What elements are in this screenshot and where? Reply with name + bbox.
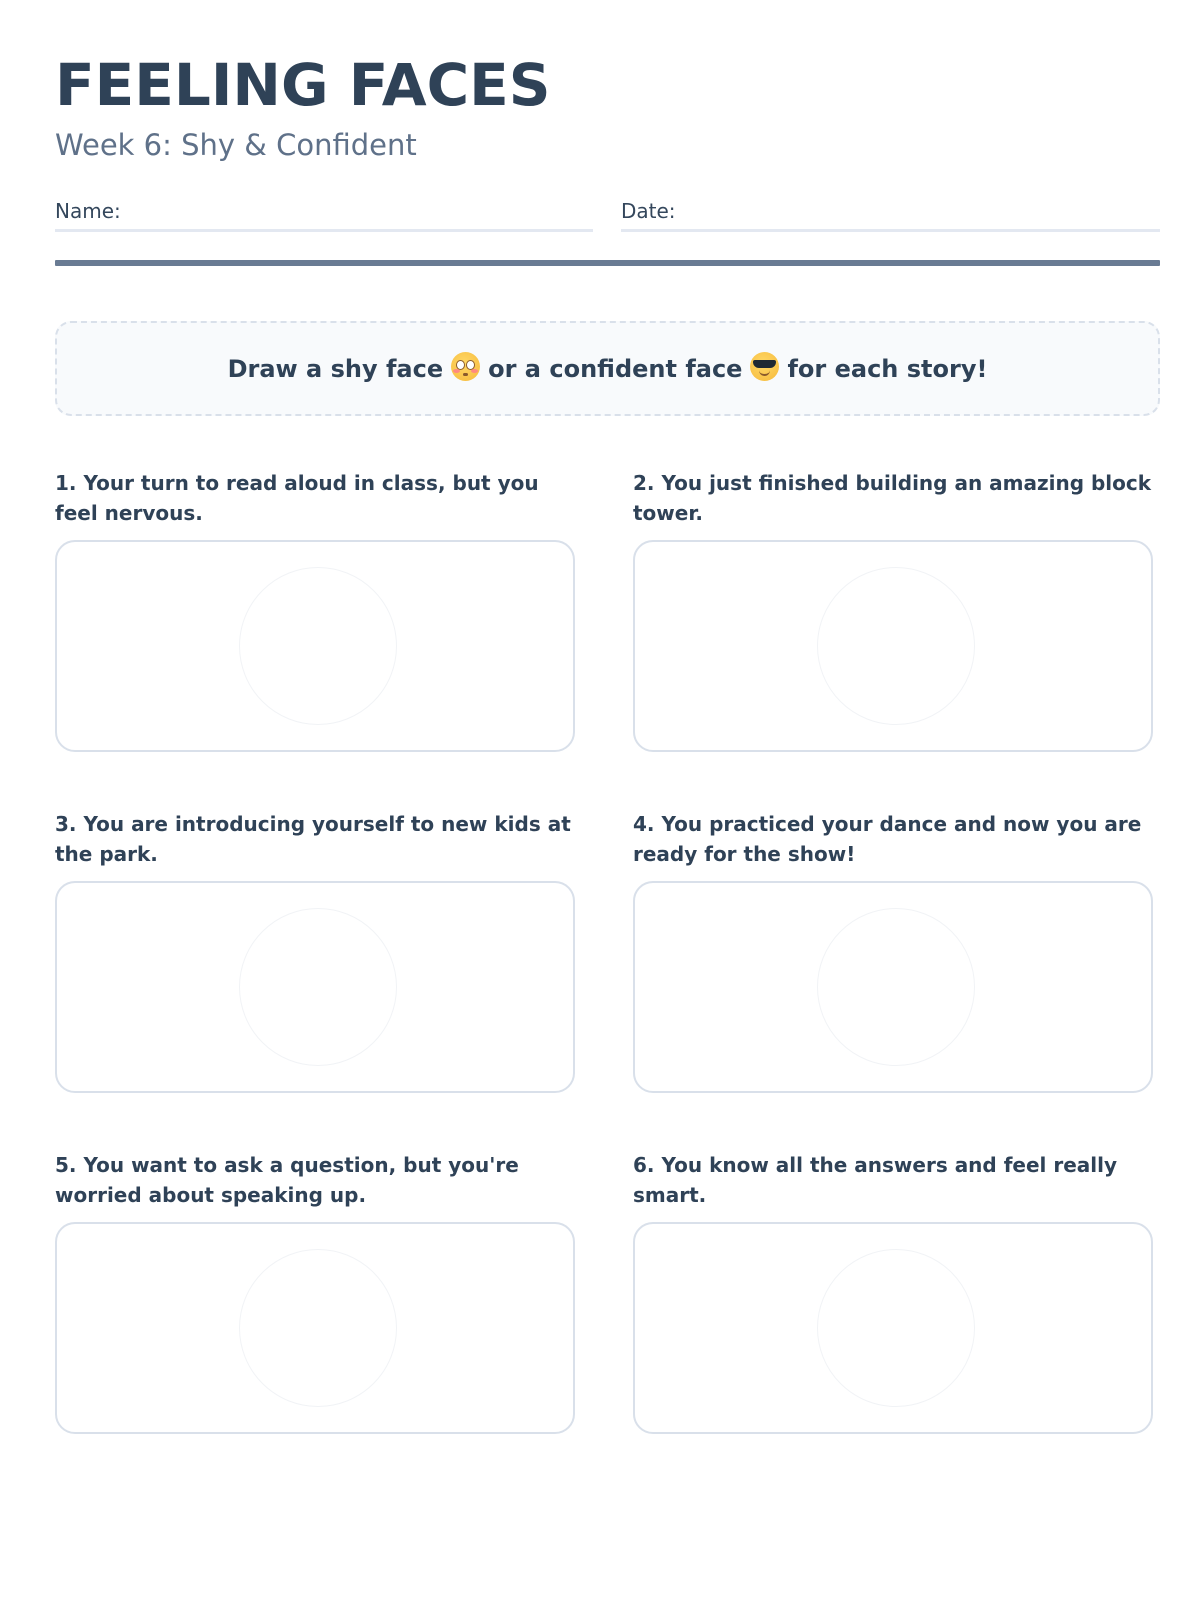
flushed-face-icon bbox=[451, 352, 480, 381]
prompt-text: 5. You want to ask a question, but you're worried about speaking up. bbox=[55, 1153, 519, 1207]
sunglasses-face-icon bbox=[750, 352, 779, 381]
face-guide-circle bbox=[239, 1249, 397, 1407]
face-guide-circle bbox=[817, 908, 975, 1066]
face-guide-circle bbox=[817, 567, 975, 725]
page-title: FEELING FACES bbox=[55, 51, 551, 119]
emoji-sunglasses bbox=[753, 360, 776, 368]
emoji-mouth bbox=[463, 373, 468, 376]
prompt-text: 6. You know all the answers and feel really smart. bbox=[633, 1153, 1118, 1207]
instruction-text-after: for each story! bbox=[787, 354, 988, 383]
date-field[interactable] bbox=[621, 196, 1160, 232]
emoji-cheek-left bbox=[453, 369, 460, 373]
drawing-box[interactable] bbox=[633, 1222, 1153, 1434]
drawing-box[interactable] bbox=[633, 540, 1153, 752]
prompt-text: 2. You just finished building an amazing block tower. bbox=[633, 471, 1152, 525]
face-guide-circle bbox=[239, 567, 397, 725]
page-subtitle: Week 6: Shy & Confident bbox=[55, 128, 417, 162]
face-guide-circle bbox=[239, 908, 397, 1066]
prompt-text: 3. You are introducing yourself to new kids at the park. bbox=[55, 812, 571, 866]
drawing-box[interactable] bbox=[55, 1222, 575, 1434]
name-field[interactable] bbox=[55, 196, 593, 232]
drawing-box[interactable] bbox=[633, 881, 1153, 1093]
instruction-text-before: Draw a shy face bbox=[227, 354, 444, 383]
emoji-cheek-right bbox=[471, 369, 478, 373]
prompt-text: 1. Your turn to read aloud in class, but you feel nervous. bbox=[55, 471, 539, 525]
instruction-text bbox=[57, 323, 1158, 414]
header-divider bbox=[55, 260, 1160, 266]
prompt-text: 4. You practiced your dance and now you are ready for the show! bbox=[633, 812, 1142, 866]
drawing-box[interactable] bbox=[55, 540, 575, 752]
emoji-smile bbox=[759, 370, 770, 376]
drawing-box[interactable] bbox=[55, 881, 575, 1093]
name-label: Name: bbox=[55, 199, 121, 223]
instruction-box bbox=[55, 321, 1160, 416]
worksheet-page bbox=[55, 0, 1160, 1600]
face-guide-circle bbox=[817, 1249, 975, 1407]
date-label: Date: bbox=[621, 199, 676, 223]
instruction-text-middle: or a confident face bbox=[488, 354, 743, 383]
